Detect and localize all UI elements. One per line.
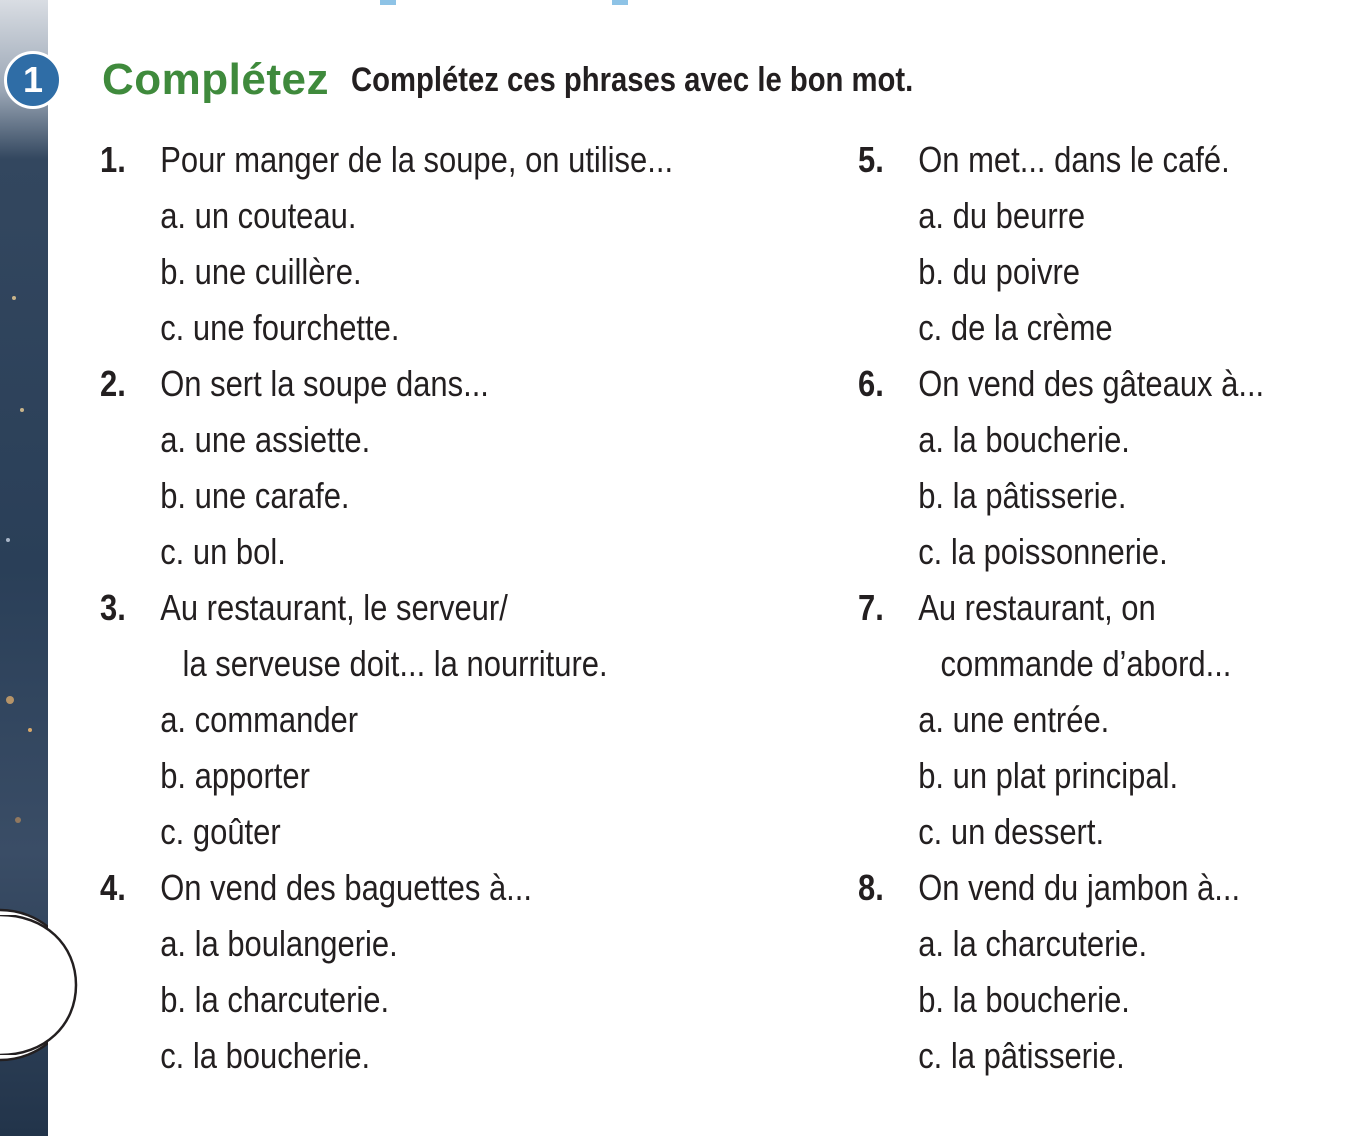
question-number: 5. xyxy=(858,139,884,180)
answer-option: c. goûter xyxy=(160,811,281,852)
question-number: 8. xyxy=(858,867,884,908)
question-number: 7. xyxy=(858,587,884,628)
question-number: 2. xyxy=(100,363,126,404)
answer-option: b. une cuillère. xyxy=(160,251,362,292)
questions-left-column xyxy=(100,132,674,1084)
answer-option: a. commander xyxy=(160,699,359,740)
answer-option: c. un bol. xyxy=(160,531,286,572)
answer-option: c. la pâtisserie. xyxy=(918,1035,1125,1076)
answer-option: c. de la crème xyxy=(918,307,1113,348)
exercise-title: Complétez xyxy=(102,55,329,104)
questions-right-column xyxy=(858,132,1352,1084)
answer-option: c. la poissonnerie. xyxy=(918,531,1168,572)
answer-option: a. une entrée. xyxy=(918,699,1110,740)
question-text: On vend du jambon à... xyxy=(918,867,1241,908)
question-2 xyxy=(100,356,600,580)
answer-option: b. la charcuterie. xyxy=(160,979,390,1020)
question-text: On vend des gâteaux à... xyxy=(918,363,1265,404)
answer-option: b. la boucherie. xyxy=(918,979,1130,1020)
speech-bubble-shape xyxy=(0,915,80,1055)
question-number: 6. xyxy=(858,363,884,404)
answer-option: a. la boucherie. xyxy=(918,419,1130,460)
question-8 xyxy=(858,860,1352,1084)
answer-option: c. une fourchette. xyxy=(160,307,400,348)
question-text: On vend des baguettes à... xyxy=(160,867,532,908)
question-6 xyxy=(858,356,1352,580)
answer-option: b. une carafe. xyxy=(160,475,350,516)
answer-option: a. une assiette. xyxy=(160,419,371,460)
exercise-header xyxy=(4,50,1005,110)
answer-option: c. un dessert. xyxy=(918,811,1105,852)
answer-option: a. la charcuterie. xyxy=(918,923,1148,964)
question-3 xyxy=(100,580,608,860)
answer-option: a. la boulangerie. xyxy=(160,923,398,964)
question-text-continued: la serveuse doit... la nourriture. xyxy=(182,643,608,684)
exercise-instructions: Complétez ces phrases avec le bon mot. xyxy=(350,60,914,99)
question-1 xyxy=(100,132,674,356)
question-number: 1. xyxy=(100,139,126,180)
top-decoration-marks xyxy=(380,0,640,6)
question-number: 3. xyxy=(100,587,126,628)
answer-option: a. du beurre xyxy=(918,195,1086,236)
answer-option: b. du poivre xyxy=(918,251,1080,292)
question-text: Pour manger de la soupe, on utilise... xyxy=(160,139,674,180)
question-5 xyxy=(858,132,1352,356)
answer-option: b. la pâtisserie. xyxy=(918,475,1127,516)
question-text: Au restaurant, on xyxy=(918,587,1156,628)
question-4 xyxy=(100,860,600,1084)
answer-option: a. un couteau. xyxy=(160,195,357,236)
answer-option: b. apporter xyxy=(160,755,310,796)
question-text: Au restaurant, le serveur/ xyxy=(160,587,508,628)
question-text: On sert la soupe dans... xyxy=(160,363,489,404)
question-text: On met... dans le café. xyxy=(918,139,1230,180)
exercise-number-badge: 1 xyxy=(4,51,62,109)
question-number: 4. xyxy=(100,867,126,908)
answer-option: b. un plat principal. xyxy=(918,755,1179,796)
answer-option: c. la boucherie. xyxy=(160,1035,371,1076)
question-7 xyxy=(858,580,1352,860)
question-text-continued: commande d’abord... xyxy=(940,643,1232,684)
